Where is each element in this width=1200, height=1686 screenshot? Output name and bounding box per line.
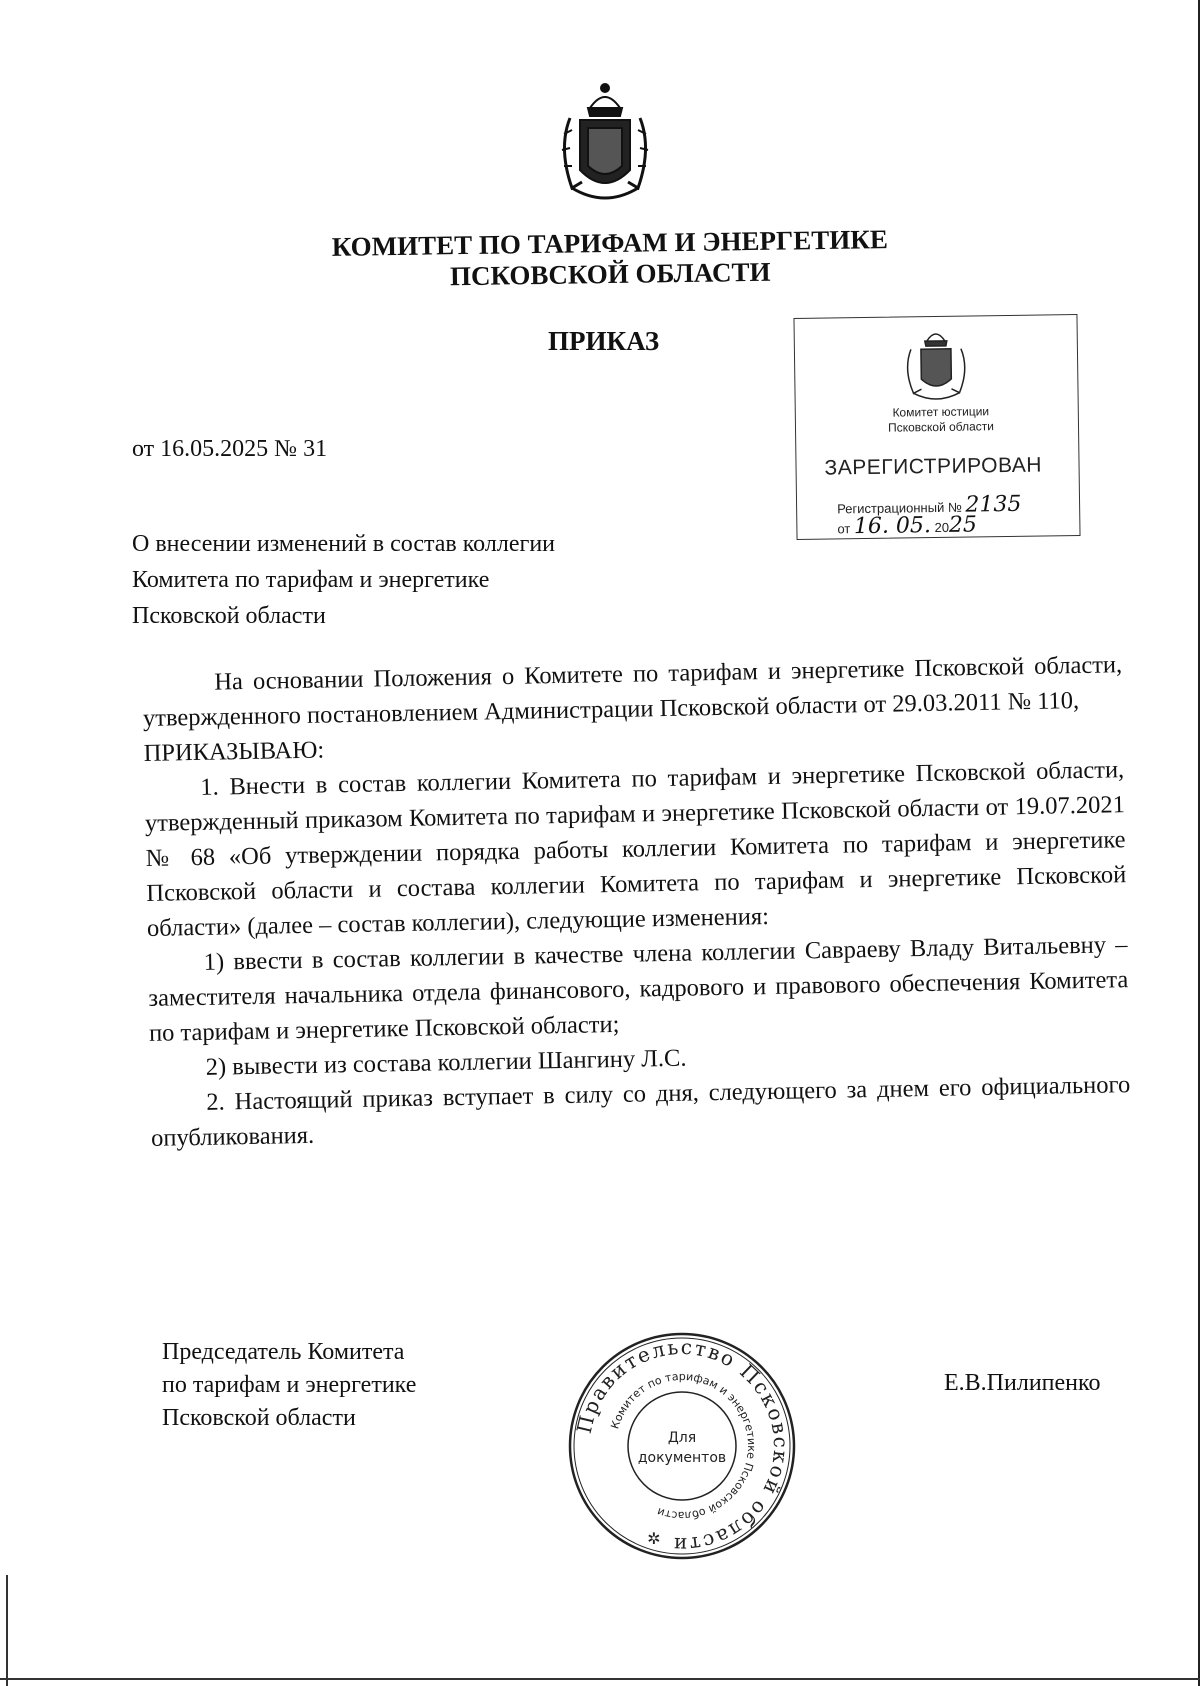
item-1-1-paragraph: 1) ввести в состав коллегии в качестве члена коллегии Савраеву Владу Витальевну – заместителя начальника отдела финансового, кадрового и правового обеспечения Комитета по тарифам и энергетике Псковской области; [148,931,1129,1047]
committee-title-line2: ПСКОВСКОЙ ОБЛАСТИ [449,256,771,292]
signer-title-line1: Председатель Комитета [162,1339,405,1365]
signer-title-line3: Псковской области [162,1405,356,1431]
stamp-date-year-prefix: 20 [934,519,950,536]
coat-of-arms-emblem [550,78,660,210]
seal-star-icon: ✲ [647,1529,661,1548]
subject-line3: Псковской области [132,603,326,629]
registration-stamp [793,314,1080,540]
order-heading: ПРИКАЗ [548,326,660,356]
stamp-status: ЗАРЕГИСТРИРОВАН [824,453,1043,480]
signer-name: Е.В.Пилипенко [944,1370,1101,1396]
seal-center-line2: документов [637,1450,727,1466]
stamp-reg-label: Регистрационный № [837,499,962,517]
signer-title-line2: по тарифам и энергетике [162,1372,417,1398]
item-2-paragraph: 2. Настоящий приказ вступает в силу со дня, следующего за днем его официального опубликования. [150,1071,1131,1152]
stamp-agency [856,404,1026,436]
subject-line1: О внесении изменений в состав коллегии [132,531,555,557]
seal-inner-ring [628,1392,736,1500]
subject-line2: Комитета по тарифам и энергетике [132,567,490,593]
preamble-paragraph: На основании Положения о Комитете по тарифам и энергетике Псковской области, утвержденного постановлением Администрации Псковской области от 29.03.2011 № 110, [142,651,1123,732]
committee-title-line1: КОМИТЕТ ПО ТАРИФАМ И ЭНЕРГЕТИКЕ [331,224,889,262]
official-round-seal [566,1330,798,1562]
seal-inner-text: Комитет по тарифам и энергетике Псковской области [608,1369,759,1523]
stamp-agency-line1: Комитет юстиции [892,404,990,420]
signer-title [162,1336,492,1435]
seal-center-line1: Для [667,1430,697,1446]
item-1-2-paragraph: 2) вывести из состава коллегии Шангину Л.С. [205,1044,687,1081]
stamp-date-row [837,512,977,539]
seal-outer-text: Правительство Псковской области [571,1334,794,1558]
stamp-date-year-suffix: 25 [948,512,978,538]
order-word: ПРИКАЗЫВАЮ: [143,736,325,767]
item-1-paragraph: 1. Внести в состав коллегии Комитета по тарифам и энергетике Псковской области, утвержденный приказом Комитета по тарифам и энергетике Псковской области от 19.07.2021 № 68 «Об утверждении порядка работы коллегии Комитета по тарифам и энергетике Псковской области и состава коллегии Комитета по тарифам и энергетике Псковской области» (далее – состав коллегии), следующие изменения: [144,756,1127,942]
stamp-date-day-month: 16. 05. [853,513,932,540]
stamp-reg-number: 2135 [965,491,1022,518]
stamp-agency-line2: Псковской области [887,419,995,435]
stamp-emblem-icon [895,324,978,403]
committee-title [300,224,921,295]
order-subject [132,526,692,634]
page-edge-left [6,1575,8,1686]
stamp-date-prefix: от [837,521,851,537]
order-body [142,647,1131,1156]
order-date-number: от 16.05.2025 № 31 [132,436,328,462]
page-edge-bottom [0,1678,1200,1680]
